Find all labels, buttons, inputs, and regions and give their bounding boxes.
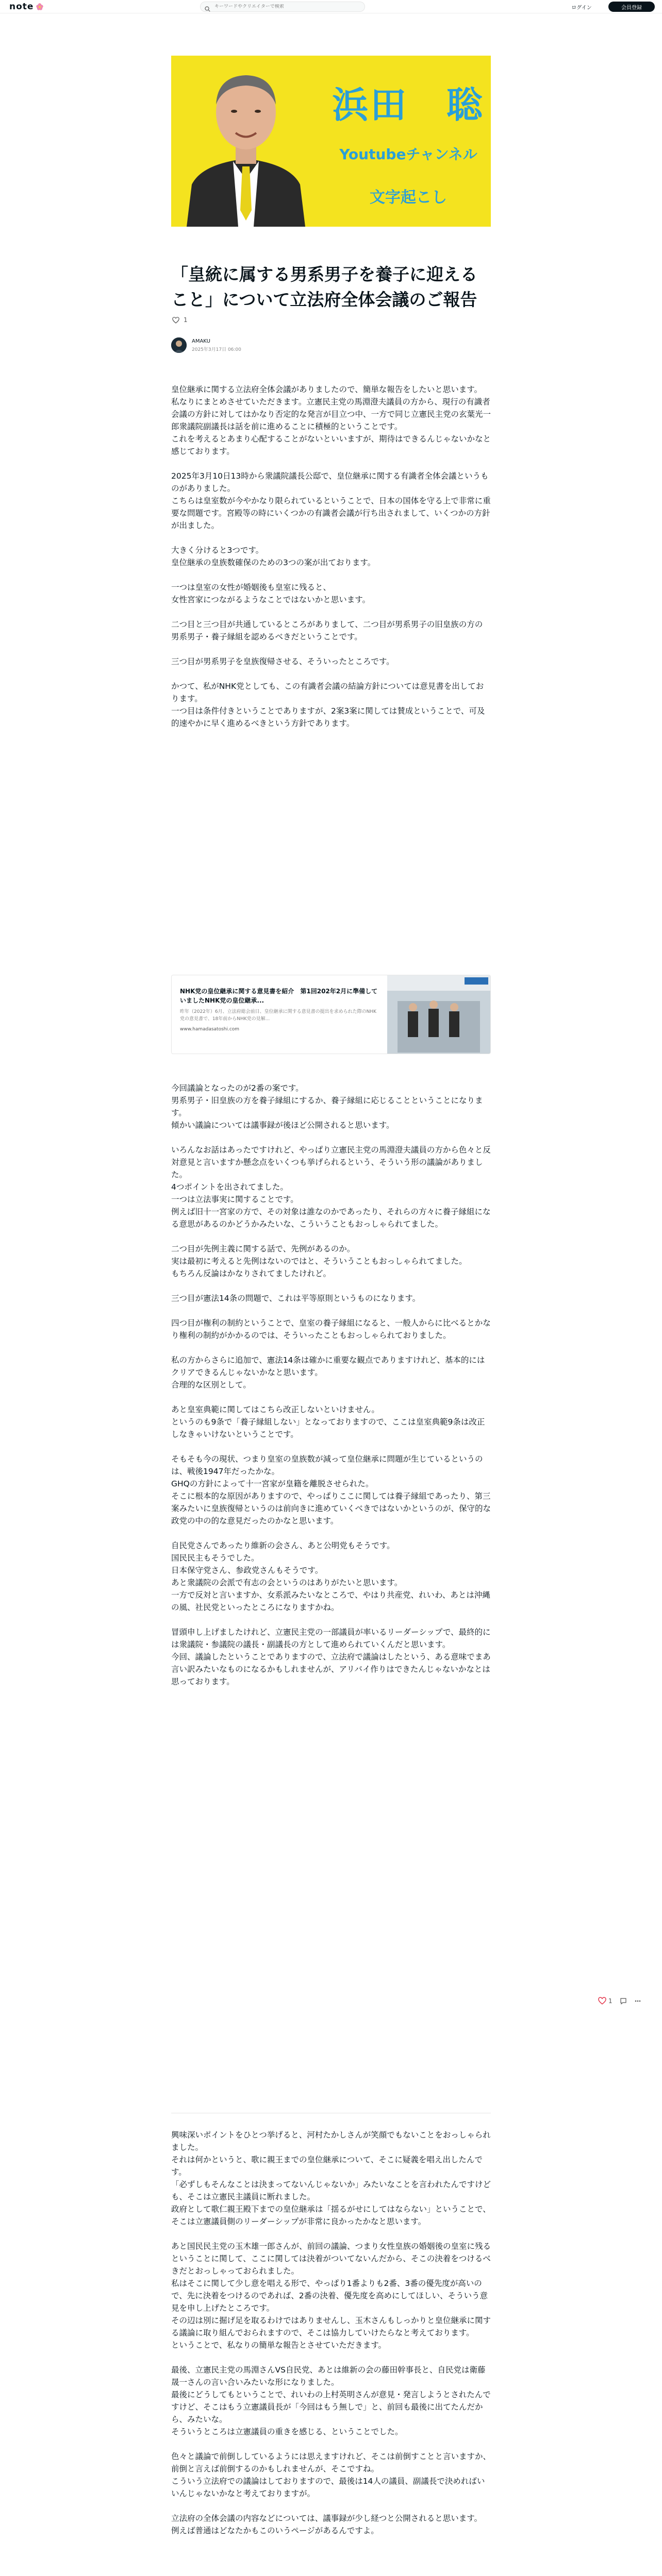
paragraph: いろんなお話はあったですけれど、やっぱり立憲民主党の馬淵澄夫議員の方から色々と反対意見と言いますか懸念点をいくつも挙げられるという、そういう形の議論がありました。 4つポイントを出されてました。 一つは立法事実に関することです。 例えば旧十一宮家の方で、その対象は誰なのかであったり、それらの方々に養子縁組になる意思があるのかどうかみたいな、こういうこともおっしゃられてました。 [171, 1145, 491, 1229]
search-icon [205, 4, 210, 10]
paragraph: 冒頭申し上げましたけれど、立憲民主党の一部議員が率いるリーダーシップで、最終的には衆議院・参議院の議長・副議長の方として進められていくんだと思います。 今回、議論したということでありますので、立法府で議論はしたという、ある意味でまあ言い訳みたいなものになるかもしれませんが、アリバイ作りはできたんじゃないかなとは思っております。 [171, 1628, 491, 1686]
paragraph: 二つ目と三つ目が共通しているところがありまして、二つ目が男系男子の旧皇族の方の 男系男子・養子縁組を認めるべきだということです。 [171, 620, 483, 641]
comment-button[interactable] [620, 1997, 627, 2005]
paragraph: 立法府の全体会議の内容などについては、議事録が少し経つと公開されると思います。 例えば普通はどなたかもこのいうページがあるんですよ。 [171, 2514, 482, 2535]
paragraph: 最後、立憲民主党の馬淵さんVS自民党、あとは維新の会の藤田幹事長と、自民党は衛藤晟一さんの言い合いみたいな形になりました。 最後にどうしてもということで、れいわの上村英明さんが意見・発言しようとされたんですけど、そこはもう立憲議員長が「今回はもう無しで」と、前回も最後に出てたんだから、みたいな。 そういうところは立憲議員の重きを感じる、ということでした。 [171, 2365, 491, 2436]
like-row[interactable] [172, 315, 188, 325]
more-icon [634, 1997, 641, 2005]
paragraph: 皇位継承に関する立法府全体会議がありましたので、簡単な報告をしたいと思います。 私なりにまとめさせていただきます。立憲民主党の馬淵澄夫議員の方から、現行の有識者会議の方針に対してはかなり否定的な発言が目立つ中、一方で同じ立憲民主党の玄葉光一郎衆議院副議長は話を前に進めることに積極的ということです。 これを考えるとあまり心配することがないといいますが、期待はできるんじゃないかなと感じております。 [171, 385, 491, 456]
link-embed-card[interactable] [171, 975, 491, 1054]
paragraph: あと国民民主党の玉木雄一郎さんが、前回の議論、つまり女性皇族の婚姻後の皇室に残るということに関して、ここに関しては決着がついてないんだから、そこの決着をつけるべきだとおっしゃっておられました。 私はそこに関して少し意を唱える形で、やっぱり1番よりも2番、3番の優先度が高いので、先に決着をつけるのであれば、2番の決着、優先度を高めにしてほしい、そういう意見を申し上げたところです。 その辺は別に掘げ足を取るわけではありませんし、玉木さんもしっかりと皇位継承に関する議論に取り組んでおられますので、そこは協力していけたらなと考えております。 ということで、私なりの簡単な報告とさせていただきます。 [171, 2242, 491, 2350]
top-bar [0, 0, 662, 13]
flower-icon [36, 3, 44, 11]
portrait-illustration [171, 56, 321, 227]
paragraph: あと皇室典範に関してはこちら改正しないといけません。 というのも9条で「養子縁組しない」となっておりますので、ここは皇室典範9条は改正しなきゃいけないということです。 [171, 1405, 485, 1439]
embed-text [180, 987, 381, 1032]
embed-thumbnail [387, 975, 490, 1054]
hero-image [171, 56, 491, 227]
like-count: 1 [184, 316, 188, 324]
avatar[interactable] [171, 337, 187, 353]
paragraph: 今回議論となったのが2番の案です。 男系男子・旧皇族の方を養子縁組にするか、養子縁組に応じることということになります。 傾かい議論については議事録が後ほど公開されると思います。 [171, 1083, 483, 1130]
more-button[interactable] [634, 1997, 641, 2005]
search-box[interactable] [200, 2, 365, 12]
hero-name: 浜田 聡 [332, 84, 485, 126]
article-body-2 [171, 1082, 491, 1700]
paragraph: 2025年3月10日13時から衆議院議長公邸で、皇位継承に関する有識者全体会議というものがありました。 こちらは皇室数が今やかなり限られているということで、日本の国体を守る上で非常に重要な問題です。宮殿等の時にいくつかの有識者会議が行ち出されまして、いくつかの方針が出ました。 [171, 471, 491, 530]
post-date: 2025年3月17日 06:00 [192, 347, 241, 352]
paragraph: 一つは皇室の女性が婚姻後も皇室に残ると、 女性宮家につながるようなことではないかと思います。 [171, 583, 370, 604]
heart-icon[interactable] [172, 317, 179, 324]
embed-title: NHK党の皇位継承に関する意見書を紹介 第1回202年2月に準備していましたNHK党の皇位継承... [180, 988, 378, 1004]
paragraph: 三つ目が男系男子を皇族復帰させる、そういったところです。 [171, 657, 394, 666]
embed-description: 昨年（2022年）6月、立法府総会前日、皇位継承に関する意見書の提出を求められた際のNHK党の意見書で、18年前からNHK党の見解... [180, 1009, 377, 1022]
article-body-1 [171, 383, 491, 742]
paragraph: 大きく分けると3つです。 皇位継承の皇族数確保のための3つの案が出ております。 [171, 546, 376, 567]
article-title: 「皇統に属する男系男子を養子に迎えること」について立法府全体会議のご報告 [171, 264, 477, 310]
author-info[interactable] [171, 336, 241, 354]
embed-url: www.hamadasatoshi.com [180, 1027, 240, 1032]
paragraph: 四つ目が権利の制約ということで、皇室の養子縁組になると、一般人からに比べるとかなり権利の制約がかかるのでは、そういったこともおっしゃられておりました。 [171, 1318, 491, 1340]
floating-like-count: 1 [608, 1997, 613, 2005]
login-button[interactable]: ログイン [571, 5, 592, 11]
hero-subtitle: Youtubeチャンネル [339, 146, 477, 163]
logo-text: note [9, 2, 34, 12]
paragraph: 興味深いポイントをひとつ挙げると、河村たかしさんが笑顔でもないことをおっしゃられました。 それは何かというと、歌に親王までの皇位継承について、そこに疑義を唱え出したんです。 「必ずしもそんなことは決まってないんじゃないか」みたいなことを言われたんですけども、そこは立憲民主議員に断れました。 政府として歌仁親王殿下までの皇位継承は「揺るがせにしてはならない」ということで、そこは立憲議員側のリーダーシップが非常に良かったかなと思います。 [171, 2130, 491, 2226]
note-logo[interactable] [9, 2, 44, 12]
author-name[interactable]: AMAKU [192, 338, 210, 344]
signup-button[interactable]: 会員登録 [608, 2, 655, 12]
paragraph: かつて、私がNHK党としても、この有識者会議の結論方針については意見書を出しております。 一つ目は条件付きということでありますが、2案3案に関しては賛成ということで、可及的速やかに早く進めるべきという方針であります。 [171, 682, 485, 728]
floating-actions [598, 1997, 641, 2005]
paragraph: 三つ目が憲法14条の問題で、これは平等原則というものになります。 [171, 1294, 421, 1303]
search-input[interactable] [214, 4, 359, 9]
paragraph: そもそも今の現状、つまり皇室の皇族数が減って皇位継承に問題が生じているというのは、戦後1947年だったかな。 GHQの方針によって十一宮家が皇籍を離脱させられた。 そこに根本的な原因がありますので、やっぱりここに関しては養子縁組であったり、第三案みたいに皇族復帰というのは前向きに進めていくべきではないかというのが、保守的な政党の中の的な意見だったのかなと思います。 [171, 1454, 491, 1526]
heart-icon [598, 1997, 606, 2005]
article-body-3 [171, 2129, 491, 2549]
paragraph: 色々と議論で前倒ししているようには思えますけれど、そこは前倒すことと言いますか、前倒と言えば前倒するのかもしれませんが、そこですね。 こういう立法府での議論はしておりますので、最後は14人の議員、副議長で決めればいいんじゃないかなと考えておりますが。 [171, 2452, 491, 2498]
comment-icon [620, 1997, 627, 2005]
hero-subtitle-2: 文字起こし [370, 189, 447, 207]
floating-like-button[interactable] [598, 1997, 613, 2005]
paragraph: 自民党さんであったり維新の会さん、あと公明党もそうです。 国民民主もそうでした。 日本保守党さん、参政党さんもそうです。 あと衆議院の会派で有志の会というのはありがたいと思います。 一方で反対と言いますか、女系派みたいなところで、やはり共産党、れいわ、あとは沖縄の風、社民党といったところになりますかね。 [171, 1541, 490, 1612]
paragraph: 私の方からさらに追加で、憲法14条は確かに重要な観点でありますけれど、基本的にはクリアできるんじゃないかなと思います。 合理的な区別として。 [171, 1355, 485, 1389]
paragraph: 二つ目が先例主義に関する話で、先例があるのか。 実は最初に考えると先例はないのではと、そういうこともおっしゃられてました。 もちろん反論はかなりされてましたけれど。 [171, 1244, 467, 1278]
